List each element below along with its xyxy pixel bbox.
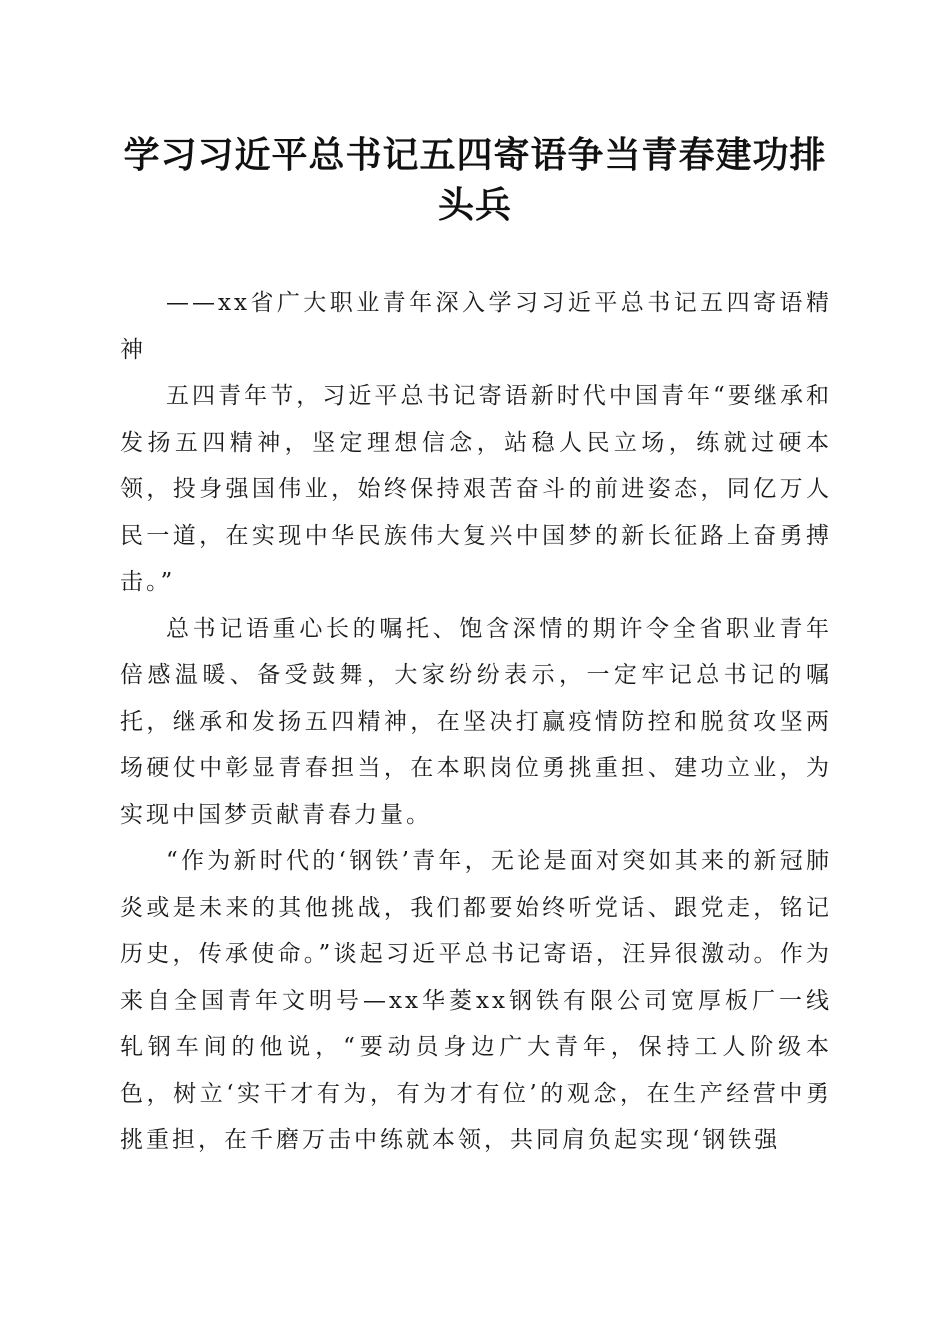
body-paragraph: 五四青年节，习近平总书记寄语新时代中国青年“要继承和发扬五四精神，坚定理想信念，站稳人民立场，练就过硬本领，投身强国伟业，始终保持艰苦奋斗的前进姿态，同亿万人民一道，在实现中华民族伟大复兴中国梦的新长征路上奋勇搏击。”: [120, 383, 832, 595]
body-paragraph: 总书记语重心长的嘱托、饱含深情的期许令全省职业青年倍感温暖、备受鼓舞，大家纷纷表示，一定牢记总书记的嘱托，继承和发扬五四精神，在坚决打赢疫情防控和脱贫攻坚两场硬仗中彰显青春担当，在本职岗位勇挑重担、建功立业，为实现中国梦贡献青春力量。: [120, 615, 832, 828]
subtitle-paragraph: ——xx省广大职业青年深入学习习近平总书记五四寄语精神: [120, 290, 832, 363]
page-title: 学习习近平总书记五四寄语争当青春建功排头兵: [123, 134, 827, 226]
document-body: [120, 280, 832, 1164]
body-paragraph: “作为新时代的‘钢铁’青年，无论是面对突如其来的新冠肺炎或是未来的其他挑战，我们都要始终听党话、跟党走，铭记历史，传承使命。”谈起习近平总书记寄语，汪异很激动。作为来自全国青年文明号—xx华菱xx钢铁有限公司宽厚板厂一线轧钢车间的他说，“要动员身边广大青年，保持工人阶级本色，树立‘实干才有为，有为才有位’的观念，在生产经营中勇挑重担，在千磨万击中练就本领，共同肩负起实现‘钢铁强: [120, 848, 832, 1153]
